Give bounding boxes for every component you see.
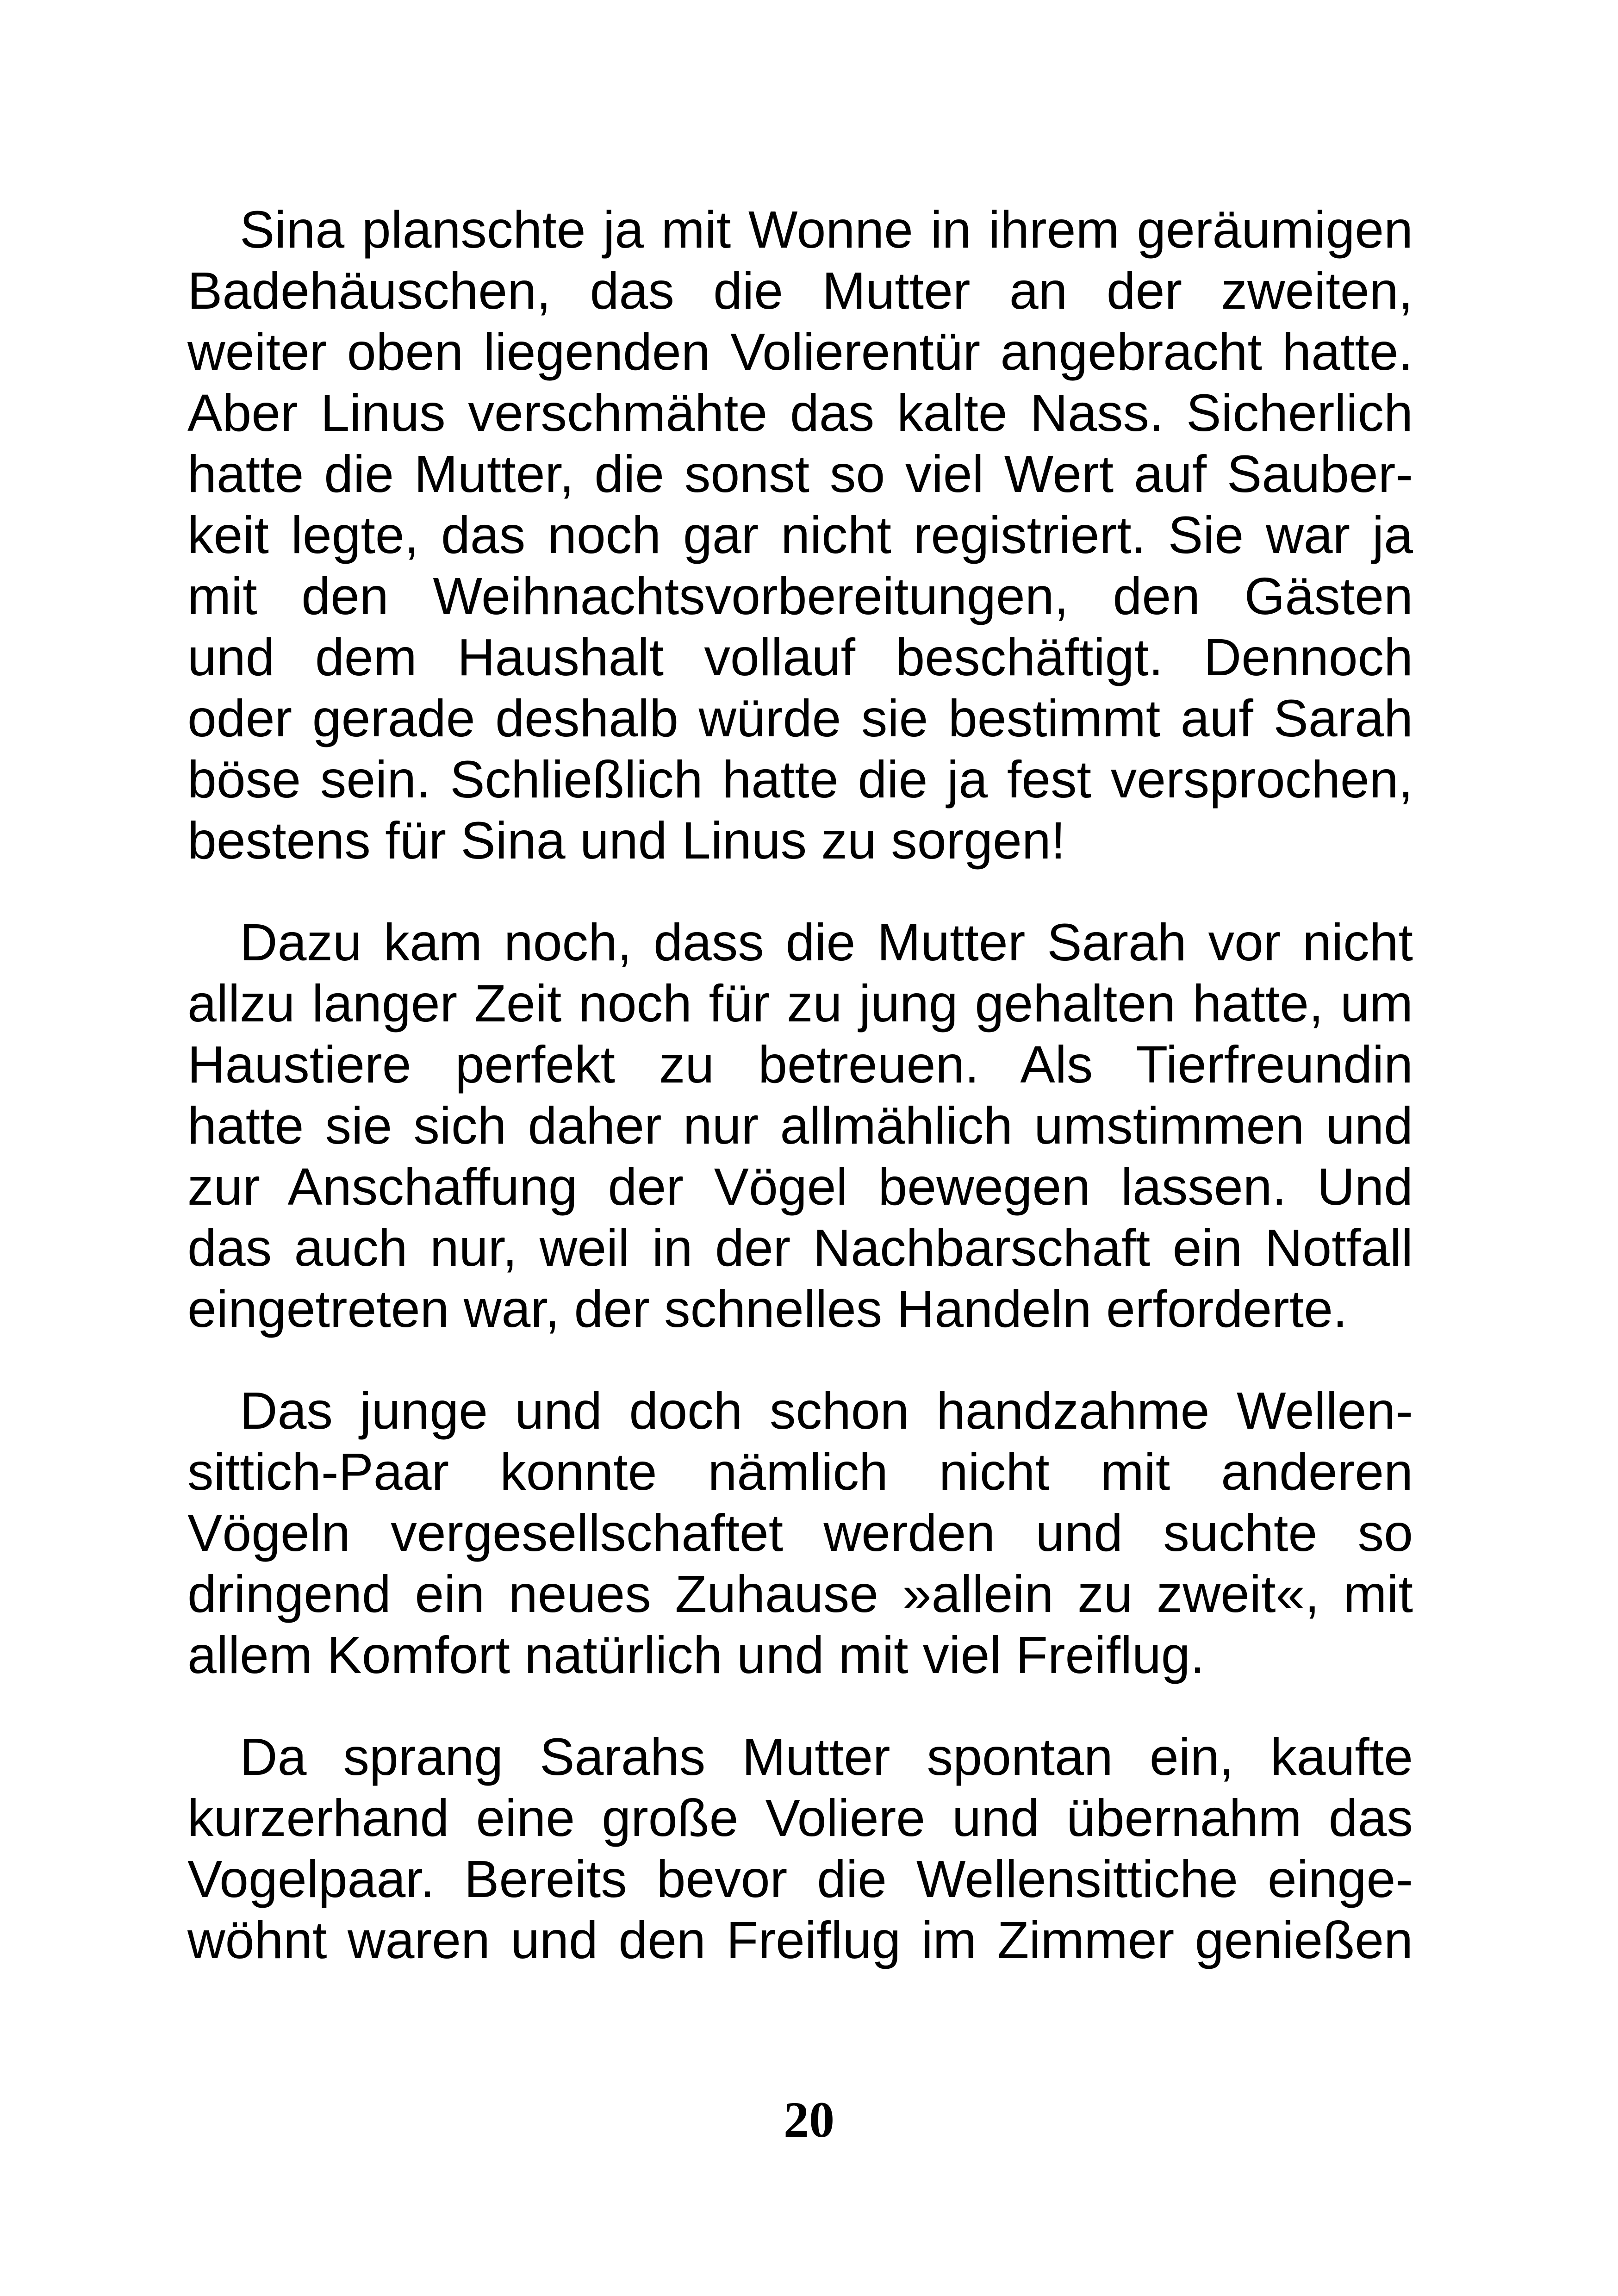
text-line: Das junge und doch schon handzahme Wellen- [240,1381,1413,1440]
text-line: weiter oben liegenden Volierentür angebracht hatte. [187,323,1413,381]
text-line: Aber Linus verschmähte das kalte Nass. Sicherlich [187,384,1413,442]
text-line: mit den Weihnachtsvorbereitungen, den Gästen [187,567,1413,625]
text-line: sittich-Paar konnte nämlich nicht mit anderen [187,1443,1413,1501]
text-line: eingetreten war, der schnelles Handeln erforderte. [187,1280,1348,1338]
text-line: allzu langer Zeit noch für zu jung gehalten hatte, um [187,974,1413,1033]
text-line: das auch nur, weil in der Nachbarschaft ein Notfall [187,1219,1413,1277]
paragraph-2 [187,912,1413,1339]
text-line: böse sein. Schließlich hatte die ja fest versprochen, [187,750,1413,809]
page-number: 20 [784,2091,834,2148]
text-line: Da sprang Sarahs Mutter spontan ein, kaufte [240,1728,1413,1786]
paragraph-4 [187,1726,1413,1971]
paragraph-3 [187,1380,1413,1686]
text-line: keit legte, das noch gar nicht registriert. Sie war ja [187,506,1413,564]
text-line: wöhnt waren und den Freiflug im Zimmer genießen [187,1911,1413,1969]
text-line: Badehäuschen, das die Mutter an der zweiten, [187,261,1413,320]
text-line: Sina planschte ja mit Wonne in ihrem geräumigen [240,200,1413,259]
text-line: zur Anschaffung der Vögel bewegen lassen. Und [187,1157,1413,1216]
text-line: hatte sie sich daher nur allmählich umstimmen und [187,1096,1413,1155]
text-line: und dem Haushalt vollauf beschäftigt. Dennoch [187,628,1413,686]
text-line: dringend ein neues Zuhause »allein zu zweit«, mit [187,1565,1413,1623]
text-line: kurzerhand eine große Voliere und übernahm das [187,1789,1413,1847]
text-line: Dazu kam noch, dass die Mutter Sarah vor nicht [240,913,1413,971]
text-line: Vogelpaar. Bereits bevor die Wellensittiche einge- [187,1850,1413,1908]
text-line: oder gerade deshalb würde sie bestimmt auf Sarah [187,689,1413,747]
text-line: Vögeln vergesellschaftet werden und suchte so [187,1504,1413,1562]
text-line: allem Komfort natürlich und mit viel Freiflug. [187,1626,1205,1684]
paragraph-1 [187,199,1413,871]
body-text [187,199,1413,1971]
text-line: bestens für Sina und Linus zu sorgen! [187,811,1066,870]
text-line: hatte die Mutter, die sonst so viel Wert auf Sauber- [187,445,1413,503]
text-line: Haustiere perfekt zu betreuen. Als Tierfreundin [187,1035,1413,1094]
